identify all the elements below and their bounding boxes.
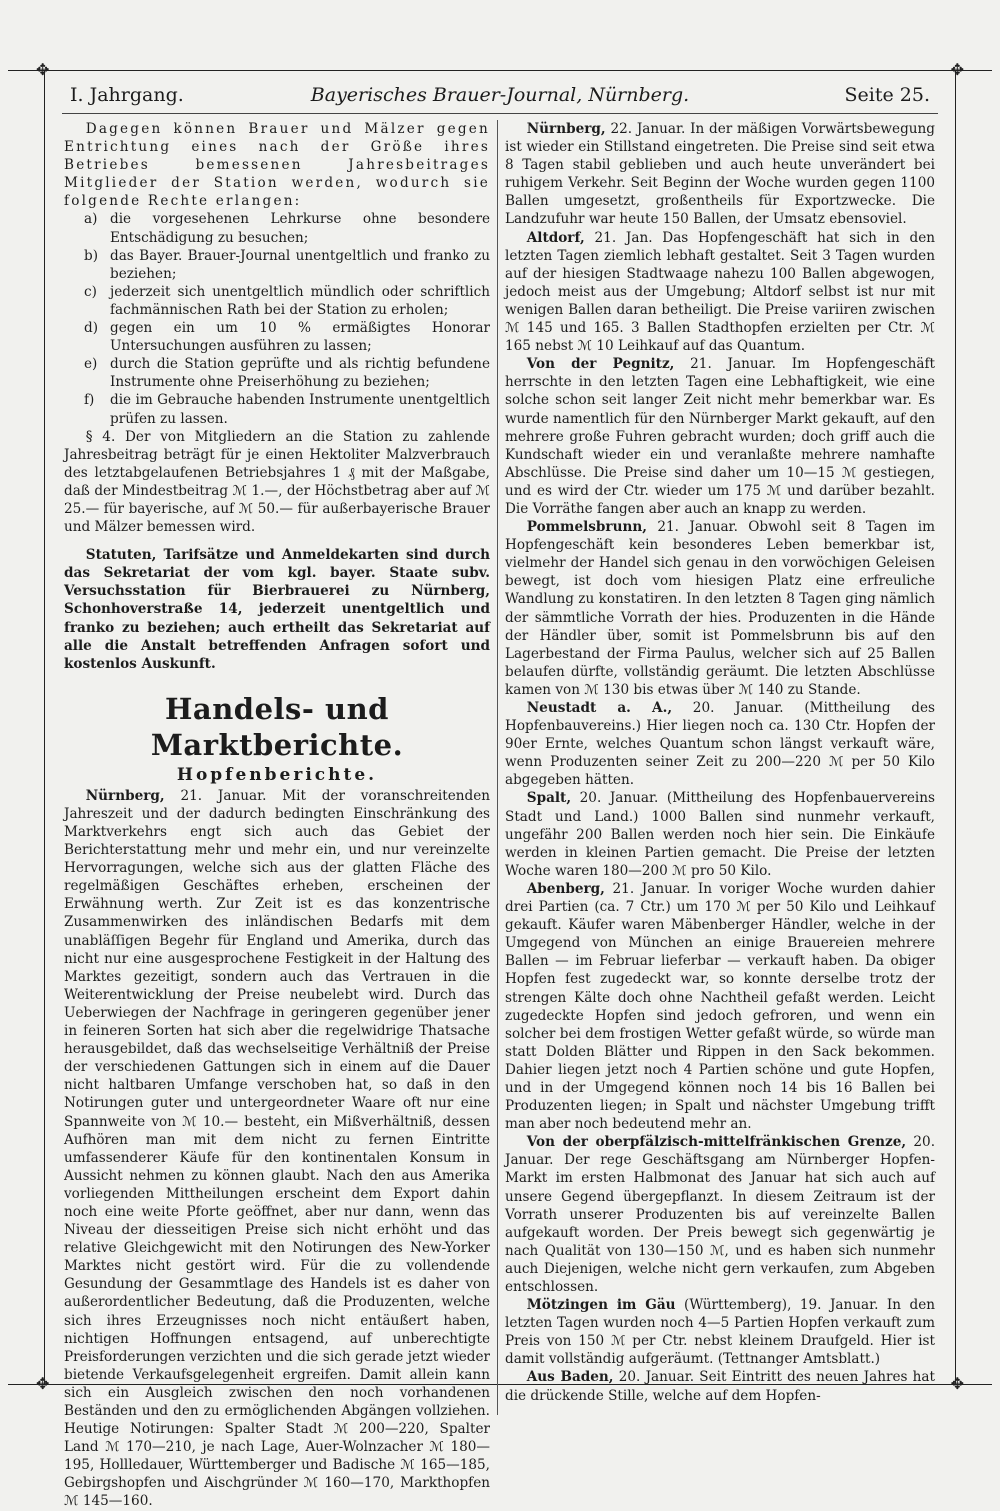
report-heading: Aus Baden, <box>526 1369 614 1386</box>
report-heading: Altdorf, <box>526 229 585 246</box>
report-heading: Mötzingen im Gäu <box>526 1297 676 1314</box>
intro-paragraph: Dagegen können Brauer und Mälzer gegen Entrichtung eines nach der Größe ihres Betriebes bemessenen Jahresbeitrages Mitglieder der Station werden, wodurch sie folgende Rechte erlangen: <box>64 121 490 210</box>
left-border-rule <box>44 70 45 1385</box>
report-heading: Abenberg, <box>526 880 605 897</box>
right-column <box>505 120 935 1405</box>
page-header <box>70 84 930 112</box>
report-heading: Neustadt a. A., <box>526 700 673 716</box>
rights-list-item <box>84 319 490 355</box>
report-heading: Spalt, <box>526 790 572 807</box>
section-title: Handels- und Marktberichte. <box>150 691 404 762</box>
volume-label: I. Jahrgang. <box>70 84 184 106</box>
report-text: 22. Januar. In der mäßigen Vorwärtsbewegung ist wieder ein Stillstand eingetreten. Die Preise sind seit etwa 8 Tagen stabil geblieben und auch heute unverändert bei ruhigem Verkehr. Seit Beginn der Woche wurden gegen 1100 Ballen umgesetzt, großentheils für Exportzwecke. Die Landzufuhr war heute 150 Ballen, der Umsatz ebensoviel. <box>505 121 935 228</box>
top-border-rule <box>8 70 992 71</box>
ornament-top-left: ✥ <box>36 60 50 79</box>
market-report <box>505 518 935 699</box>
report-text: 20. Januar. Der rege Geschäftsgang am Nürnberger Hopfen-Markt im ersten Halbmonat des Januar hat sich auch auf unsere Gegend übergepflanzt. In diesem Zeitraum ist der Vorrath unserer Produzenten bis auf vereinzelte Ballen aufgekauft worden. Der Preis bewegt sich gegenwärtig je nach Qualität von 130—150 ℳ, und es haben sich nunmehr auch Diejenigen, welche nicht gern verkaufen, zum Abgeben entschlossen. <box>505 1134 936 1295</box>
item-marker: a) <box>84 211 98 228</box>
right-border-rule <box>955 70 956 1385</box>
item-text: gegen ein um 10 % ermäßigtes Honorar Untersuchungen ausführen zu lassen; <box>110 320 490 355</box>
report-heading: Von der Pegnitz, <box>526 356 675 373</box>
rights-list-item <box>84 210 490 246</box>
left-column <box>64 120 490 1511</box>
market-report <box>505 120 935 229</box>
report-heading: Nürnberg, <box>85 787 165 804</box>
item-marker: f) <box>84 392 95 409</box>
market-report <box>505 355 935 518</box>
header-rule <box>62 113 938 114</box>
report-heading: Von der oberpfälzisch-mittelfränkischen Grenze, <box>526 1134 907 1151</box>
market-report <box>505 789 935 879</box>
report-text: 21. Januar. Mit der voranschreitenden Jahreszeit und der dadurch bedingten Einschränkung des Marktverkehrs engt sich auch das Gebiet der Berichterstattung mehr und mehr ein, und nur vereinzelte Hervorragungen, welche sich aus der glatten Fläche des regelmäßigen Geschäftes erheben, erscheinen der Erwähnung werth. Zur Zeit ist es das konzentrische Zusammenwirken des inländischen Bedarfs mit dem unabläſſigen Begehr für England und Amerika, durch das nicht nur eine ausgesprochene Festigkeit in der Haltung des Marktes gezeitigt, sondern auch das Vertrauen in die Weiterentwicklung der Preise neubelebt wird. Durch das Ueberwiegen der Nachfrage in geringeren gegenüber jener in feineren Sorten hat sich aber die regelwidrige Thatsache herausgebildet, daß das wechselseitige Verhältniß der Preise der verschiedenen Gattungen sich in einem auf die Dauer nicht haltbaren Umfange verschoben hat, so daß in den Notirungen guter und untergeordneter Waare oft nur eine Spannweite von ℳ 10.— besteht, ein Mißverhältniß, dessen Aufhören man mit dem nicht zu fernen Eintritte umfassenderer Käufe für den kontinentalen Konsum in Aussicht nehmen zu können glaubt. Nach den aus Amerika vorliegenden Mittheilungen erscheint dem Export dahin noch eine weite Pforte geöffnet, aber nur dann, wenn das Niveau der diesseitigen Preise sich nicht erhöht und das relative Gleichgewicht mit den Notirungen des New-Yorker Marktes nicht gestört wird. Für die zu vollendende Gesundung der Gesammtlage des Handels ist es daher von außerordentlicher Bedeutung, daß die Produzenten, welche sich ihres Erzeugnisses noch nicht entäußert haben, nichtigen Hoffnungen entsagend, auf unberechtigte Preisforderungen verzichten und die sich gerade jetzt wieder bietende Verkaufsgelegenheit ergreifen. Damit allein kann sich ein Ausgleich zwischen den noch vorhandenen Beständen und den zu ermöglichenden Abgängen vollziehen. Heutige Notirungen: Spalter Stadt ℳ 200—220, Spalter Land ℳ 170—210, je nach Lage, Auer-Wolnzacher ℳ 180—195, Hollledauer, Württemberger und Badische ℳ 165—185, Gebirgshopfen und Aischgründer ℳ 160—170, Markthopfen ℳ 145—160. <box>64 787 490 1510</box>
report-heading: Nürnberg, <box>526 121 606 137</box>
market-report <box>505 880 935 1133</box>
rights-list-item <box>84 391 490 427</box>
market-report <box>505 1296 935 1368</box>
report-heading: Pommelsbrunn, <box>526 519 647 536</box>
ornament-bottom-left: ✥ <box>36 1374 50 1393</box>
report-text: 21. Jan. Das Hopfengeschäft hat sich in den letzten Tagen ziemlich lebhaft gestaltet. Seit 3 Tagen wurden auf der hiesigen Stadtwaage nahezu 100 Ballen abgewogen, jedoch meist aus der Umgebung; Altdorf selbst ist nur mit wenigen Ballen daran betheiligt. Die Preise variiren zwischen ℳ 145 und 165. 3 Ballen Stadthopfen erzielten per Ctr. ℳ 165 nebst ℳ 10 Leihkauf auf das Quantum. <box>505 229 935 355</box>
page-number: Seite 25. <box>844 84 930 106</box>
item-text: die im Gebrauche habenden Instrumente unentgeltlich prüfen zu lassen. <box>110 392 490 427</box>
rights-list <box>64 210 490 427</box>
ornament-bottom-right: ✥ <box>950 1374 964 1393</box>
report-text: 20. Januar. Seit Eintritt des neuen Jahres hat die drückende Stille, welche auf dem Hopfen- <box>505 1369 935 1404</box>
market-report <box>505 1133 935 1296</box>
report-text: 20. Januar. (Mittheilung des Hopfenbauvereins.) Hier liegen noch ca. 130 Ctr. Hopfen der 90er Ernte, welches Quantum schon längst verkauft wäre, wenn Produzenten seiner Zeit zu 200—220 ℳ per 50 Kilo abgegeben hätten. <box>505 700 935 789</box>
market-report <box>505 229 935 356</box>
section-subtitle: Hopfenberichte. <box>176 764 378 785</box>
rights-list-item <box>84 247 490 283</box>
item-marker: e) <box>84 356 98 373</box>
item-text: das Bayer. Brauer-Journal unentgeltlich und franko zu beziehen; <box>110 247 490 282</box>
secretariat-notice: Statuten, Tarifsätze und Anmeldekarten sind durch das Sekretariat der vom kgl. bayer. Staate subv. Versuchsstation für Bierbrauerei zu Nürnberg, Schonhoverstraße 14, jederzeit unentgeltlich und franko zu beziehen; auch ertheilt das Sekretariat auf alle die Anstalt betreffenden Anfragen sofort und kostenlos Auskunft. <box>64 547 490 672</box>
item-marker: b) <box>84 247 99 264</box>
market-report <box>505 1368 935 1404</box>
report-text: (Württemberg), 19. Januar. In den letzten Tagen wurden noch 4—5 Partien Hopfen verkauft zum Preis von 150 ℳ per Ctr. nebst kleinem Draufgeld. Hier ist damit vollständig aufgeräumt. (Tettnanger Amtsblatt.) <box>505 1297 936 1368</box>
item-marker: c) <box>84 283 97 300</box>
rights-list-item <box>84 355 490 391</box>
report-nuernberg-21 <box>64 787 490 1511</box>
section-4-paragraph: § 4. Der von Mitgliedern an die Station zu zahlende Jahresbeitrag beträgt für je einen Hektoliter Malzverbrauch des letztabgelaufenen Betriebsjahres 1 ₰ mit der Maßgabe, daß der Mindestbeitrag ℳ 1.—, der Höchstbetrag aber auf ℳ 25.— für bayerische, auf ℳ 50.— für außerbayerische Brauer und Mälzer bemessen wird. <box>64 428 490 536</box>
report-text: 20. Januar. (Mittheilung des Hopfenbauervereins Stadt und Land.) 1000 Ballen sind nunmehr verkauft, ungefähr 200 Ballen werden noch hier sein. Die Einkäufe werden in kleinen Partien gemacht. Die Preise der letzten Woche waren 180—200 ℳ pro 50 Kilo. <box>505 790 935 879</box>
ornament-top-right: ✥ <box>950 60 964 79</box>
report-text: 21. Januar. In voriger Woche wurden dahier drei Partien (ca. 7 Ctr.) um 170 ℳ per 50 Kilo und Leihkauf gekauft. Käufer waren Mäbenberger Händler, welche in der Umgegend von München an einige Brauereien mehrere Ballen — im Februar lieferbar — verkauft haben. Da obiger Hopfen fest zugedeckt war, so konnte derselbe trotz der strengen Kälte doch ohne Nachtheil gefaßt werden. Leicht zugedeckte Hopfen sind jedoch gefroren, und wenn ein solcher bei dem frostigen Wetter gefaßt würde, so würde man statt Dolden Blätter und Rippen in den Sack bekommen. Dahier liegen jetzt noch 4 Partien schöne und gute Hopfen, und in der Umgegend können noch 14 bis 16 Ballen bei Produzenten liegen; in Spalt und nächster Umgebung trifft man aber noch bedeutend mehr an. <box>505 880 935 1133</box>
item-text: jederzeit sich unentgeltlich mündlich oder schriftlich fachmännischen Rath bei der Station zu erholen; <box>110 283 490 318</box>
item-text: die vorgesehenen Lehrkurse ohne besondere Entschädigung zu besuchen; <box>110 211 490 246</box>
rights-list-item <box>84 283 490 319</box>
item-text: durch die Station geprüfte und als richtig befundene Instrumente ohne Preiserhöhung zu beziehen; <box>110 356 490 391</box>
report-text: 21. Januar. Im Hopfengeschäft herrschte in den letzten Tagen eine Lebhaftigkeit, wie eine solche schon seit langer Zeit nicht mehr bemerkbar war. Es wurde namentlich für den Nürnberger Markt gekauft, auf den mehrere große Fuhren gebracht wurden; doch griff auch die Kundschaft wieder ein und veranlaßte mehrere namhafte Abschlüsse. Die Preise sind daher um 10—15 ℳ gestiegen, und es wird der Ctr. wieder um 175 ℳ und darüber bezahlt. Die Vorräthe fangen aber auch an knapp zu werden. <box>505 356 935 517</box>
market-report <box>505 699 935 789</box>
item-marker: d) <box>84 320 99 337</box>
journal-title: Bayerisches Brauer-Journal, Nürnberg. <box>310 84 690 106</box>
column-separator <box>497 120 498 1415</box>
report-text: 21. Januar. Obwohl seit 8 Tagen im Hopfengeschäft kein besonderes Leben bemerkbar ist, vielmehr der Handel sich genau in den vorwöchigen Geleisen bewegt, ist doch vom hiesigen Platz eine erfreuliche Wandlung zu konstatiren. In den letzten 8 Tagen ging nämlich der sämmtliche Vorrath der hies. Produzenten in die Hände der Händler über, somit ist Pommelsbrunn bis auf den Lagerbestand der Firma Paulus, welcher sich auf 25 Ballen belaufen dürfte, vollständig geräumt. Die letzten Abschlüsse kamen von ℳ 130 bis etwas über ℳ 140 zu Stande. <box>505 519 935 698</box>
